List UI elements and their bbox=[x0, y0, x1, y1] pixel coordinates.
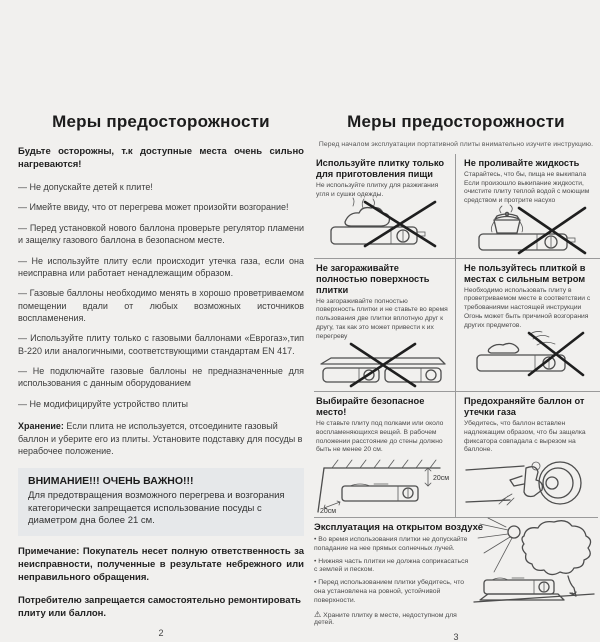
outdoor-bullet-text: Во время использования плитки не допускайте попадание на нее прямых солнечных лучей. bbox=[314, 535, 468, 552]
outdoor-bullet: • Перед использованием плитки убедитесь, что она установлена на ровной, устойчивой поверхности. bbox=[314, 579, 465, 604]
outdoor-bullet: • Во время использования плитки не допускайте попадание на нее прямых солнечных лучей. bbox=[314, 535, 468, 552]
section-heading: Не пользуйтесь плиткой в местах с сильным ветром bbox=[464, 262, 586, 284]
outdoor-heading: Эксплуатация на открытом воздухе bbox=[314, 521, 483, 533]
safety-bullet: — Перед установкой нового баллона проверьте регулятор пламени и защелку газового баллона в безопасном месте. bbox=[18, 222, 304, 246]
section-cartridge-lock bbox=[456, 392, 600, 517]
section-body: Не ставьте плиту под полками или около воспламеняющихся вещей. В рабочем положении расстояние до стены должно быть не менее 20 см. bbox=[316, 420, 444, 454]
attention-text: Для предотвращения возможного перегрева и возгорания категорически запрещается использование посуды с диаметром дна более 21 см. bbox=[28, 489, 285, 527]
warning-text: Храните плитку в месте, недоступном для детей. bbox=[314, 611, 457, 626]
distance-label-top: 20см bbox=[433, 474, 450, 482]
safety-bullet: — Газовые баллоны необходимо менять в хорошо проветриваемом помещении вдали от любых возможных источников воспламенения. bbox=[18, 288, 304, 323]
two-stoves-one-plate-illustration bbox=[317, 342, 447, 388]
section-heading: Предохраняйте баллон от утечки газа bbox=[464, 396, 585, 418]
section-heading: Не проливайте жидкость bbox=[464, 158, 580, 168]
section-no-wind bbox=[456, 259, 600, 392]
outdoor-bullet-text: Перед использованием плитки убедитесь, что она установлена на ровной, устойчивой поверхности. bbox=[314, 579, 465, 604]
section-cooking-only bbox=[314, 154, 456, 259]
wall-distance-illustration bbox=[316, 456, 448, 514]
warning-triangle-icon: ⚠ bbox=[314, 609, 322, 619]
attention-box bbox=[18, 468, 304, 536]
manual-page-2 bbox=[18, 112, 304, 638]
intro-warning-text: Будьте осторожны, т.к доступные места очень сильно нагреваются! bbox=[18, 146, 304, 171]
note-text: Покупатель несет полную ответственность за неисправности, полученные в результате небрежного или неправильного обращения. bbox=[18, 546, 304, 583]
precautions-grid bbox=[314, 154, 598, 518]
safety-bullet: — Не подключайте газовые баллоны не предназначенные для использования с данным оборудованием bbox=[18, 366, 304, 389]
note-paragraph bbox=[18, 546, 304, 584]
section-body: Убедитесь, что баллон вставлен надлежащим образом, что бы защелка фиксатора совпадала с вырезом на баллоне. bbox=[464, 420, 586, 454]
section-body: Необходимо использовать плиту в проветриваемом месте в соответствии с требованиями настоящей инструкции Огонь может быть причиной возгорания других предметов. bbox=[464, 286, 591, 329]
section-no-covering bbox=[314, 259, 456, 392]
page-number-2: 2 bbox=[158, 628, 164, 639]
safety-bullet: — Имейте ввиду, что от перегрева может произойти возгорание! bbox=[18, 202, 289, 213]
outdoor-scene-illustration bbox=[472, 518, 598, 622]
outdoor-bullet-list bbox=[314, 536, 469, 626]
section-body: Старайтесь, что бы, пища не выкипала Если произошло выкипание жидкости, очистите плиту теплой водой с моющим средством и протрите насухо bbox=[464, 170, 590, 205]
storage-paragraph bbox=[18, 420, 304, 458]
outdoor-bullet-text: Нижняя часть плитки не должна соприкасаться с землей и песком. bbox=[314, 557, 469, 574]
stove-burning-cloth-illustration bbox=[323, 200, 441, 250]
cartridge-insertion-illustration bbox=[464, 456, 596, 508]
page-subtitle: Перед началом эксплуатации портативной плиты внимательно изучите инструкцию. bbox=[318, 141, 594, 148]
section-heading: Используйте плитку только для приготовления пищи bbox=[316, 158, 445, 179]
safety-bullet: — Не модифицируйте устройство плиты bbox=[18, 398, 188, 409]
section-safe-place bbox=[314, 392, 456, 517]
safety-bullet: — Используйте плиту только с газовыми баллонами «Еврогаз»,тип В-220 или аналогичными, соответствующими стандартам EN 417. bbox=[18, 333, 304, 356]
note-label: Примечание: bbox=[18, 546, 80, 558]
stove-in-wind-illustration bbox=[471, 331, 589, 377]
storage-label: Хранение: bbox=[18, 421, 64, 432]
section-outdoor-use bbox=[314, 518, 598, 642]
attention-title: ВНИМАНИЕ!!! ОЧЕНЬ ВАЖНО!!! bbox=[28, 474, 194, 487]
page-title: Меры предосторожности bbox=[347, 112, 565, 131]
storage-text: Если плита не используется, отсоедините газовый баллон и уберите его из плиты. Установите подставку для посуды в нерабочее положение. bbox=[18, 421, 303, 457]
boiling-pot-illustration bbox=[471, 207, 589, 255]
safety-bullet: — Не используйте плиту если происходит утечка газа, если она неисправна или работает ненадлежащим образом. bbox=[18, 255, 304, 278]
outdoor-bullet: • Нижняя часть плитки не должна соприкасаться с землей и песком. bbox=[314, 557, 469, 574]
page-title: Меры предосторожности bbox=[52, 112, 270, 131]
section-body: Не используйте плитку для разжигания угля и сушки одежды. bbox=[316, 181, 439, 198]
distance-label-floor: 20см bbox=[320, 507, 337, 515]
section-no-spill bbox=[456, 154, 600, 259]
manual-page-3 bbox=[314, 112, 598, 642]
keep-away-from-children-warning bbox=[314, 610, 474, 626]
section-body: Не загораживайте полностью поверхность плитки и не ставьте во время пользования две плитки вплотную друг к другу, так как это может привести к их перегреву bbox=[316, 297, 448, 340]
section-heading: Выбирайте безопасное место! bbox=[316, 396, 425, 418]
page-number-3: 3 bbox=[453, 631, 459, 642]
safety-bullet: — Не допускайте детей к плите! bbox=[18, 181, 153, 192]
section-heading: Не загораживайте полностью поверхность плитки bbox=[316, 262, 430, 295]
repair-prohibition-text: Потребителю запрещается самостоятельно ремонтировать плиту или баллон. bbox=[18, 594, 301, 619]
